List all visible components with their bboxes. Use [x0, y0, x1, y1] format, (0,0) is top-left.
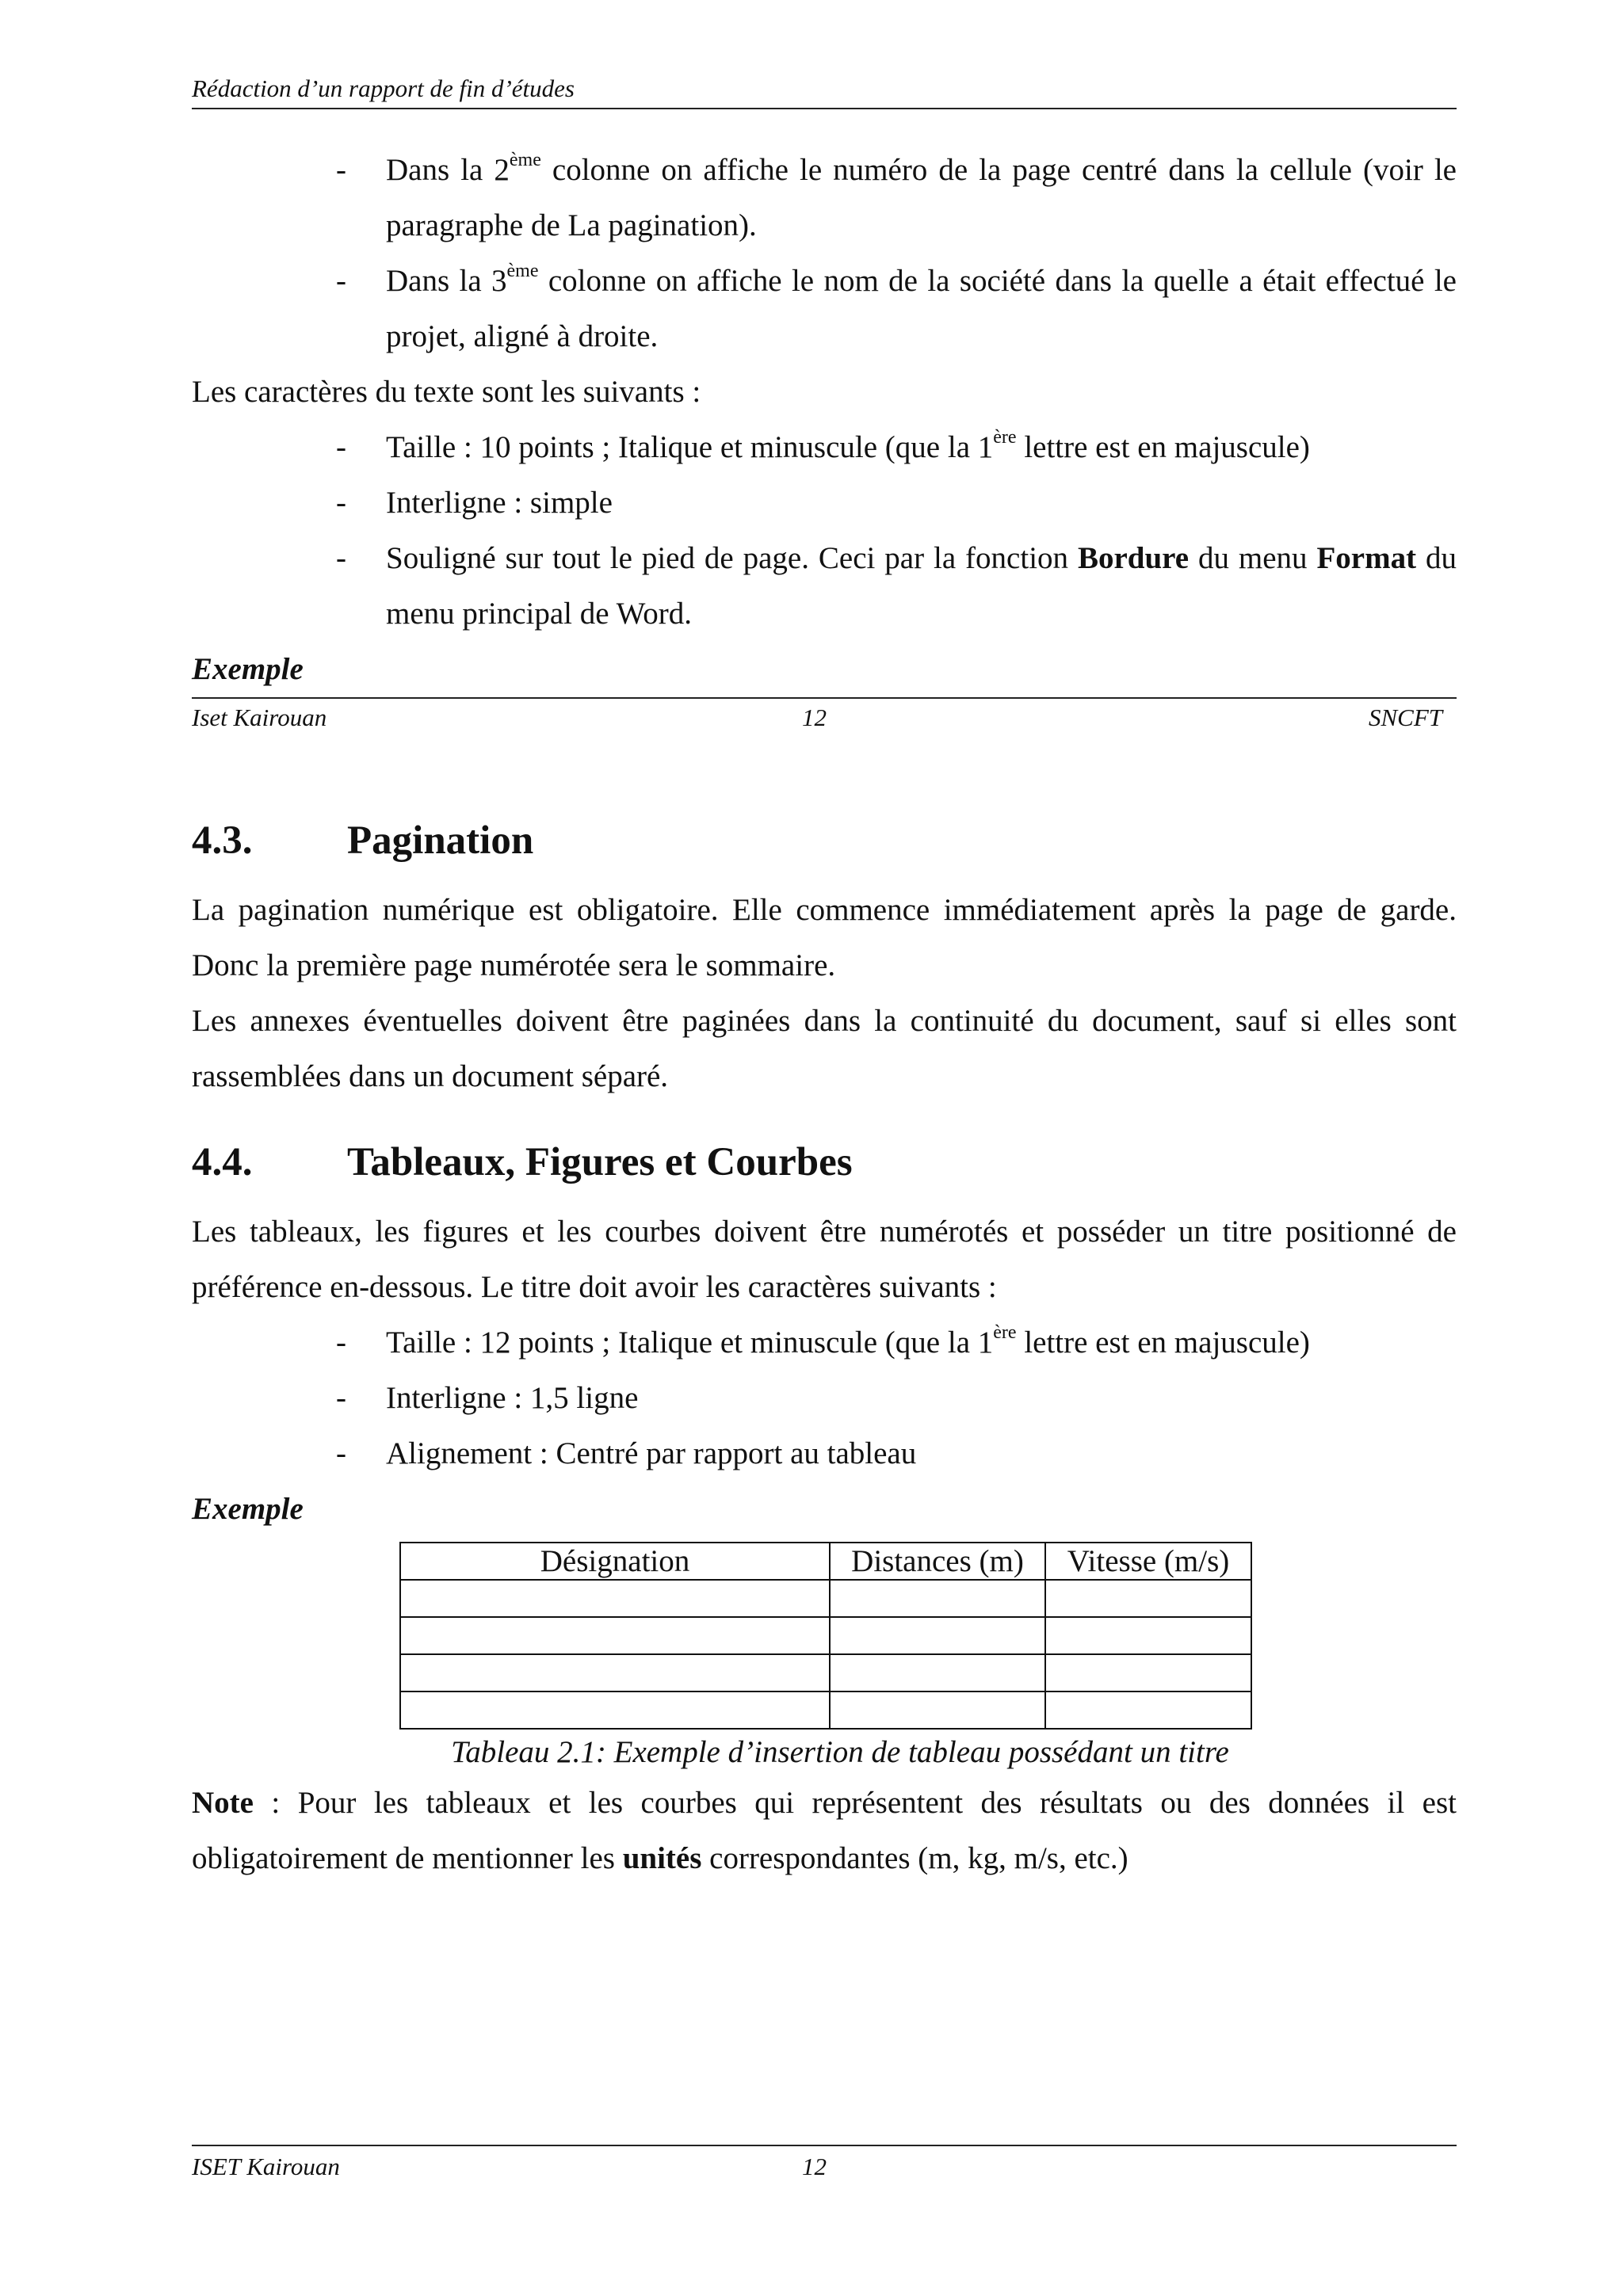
table-caption: Tableau 2.1: Exemple d’insertion de tableau possédant un titre: [451, 1735, 1229, 1769]
bullet-dash: -: [336, 1381, 346, 1415]
section-heading-pagination: 4.3. Pagination: [192, 818, 534, 863]
table-row: [400, 1580, 1251, 1617]
page-header: [192, 73, 1457, 109]
list-item: - Interligne : simple: [192, 475, 1457, 531]
note-paragraph: Note : Pour les tableaux et les courbes qui représentent des résultats ou des données il est obligatoirement de mentionner les unités correspondantes (m, kg, m/s, etc.): [192, 1786, 1457, 1875]
table-cell: [1045, 1580, 1251, 1617]
table-cell: [830, 1580, 1045, 1617]
list-item: - Interligne : 1,5 ligne: [192, 1371, 1457, 1426]
table-header-cell: Distances (m): [830, 1543, 1045, 1580]
paragraph: Les caractères du texte sont les suivants :: [192, 375, 701, 409]
list-item: - Dans la 2ème colonne on affiche le numéro de la page centré dans la cellule (voir le paragraphe de La pagination).: [192, 143, 1457, 254]
example-label: Exemple: [192, 652, 304, 686]
bullet-dash: -: [336, 264, 346, 298]
list-item: - Dans la 3ème colonne on affiche le nom de la société dans la quelle a était effectué le projet, aligné à droite.: [192, 254, 1457, 364]
page-footer: [192, 2145, 1457, 2180]
bullet-dash: -: [336, 430, 346, 464]
paragraph: La pagination numérique est obligatoire. Elle commence immédiatement après la page de garde. Donc la première page numérotée sera le sommaire.: [192, 893, 1457, 982]
table-row: [400, 1617, 1251, 1654]
header-title: Rédaction d’un rapport de fin d’études: [192, 74, 575, 102]
table-header-row: [400, 1543, 1251, 1580]
table-header-cell: Vitesse (m/s): [1045, 1543, 1251, 1580]
list-item: - Taille : 10 points ; Italique et minuscule (que la 1ère lettre est en majuscule): [192, 420, 1457, 475]
table-header-cell: Désignation: [400, 1543, 830, 1580]
example-footer: [192, 697, 1457, 735]
table-cell: [830, 1691, 1045, 1729]
bullet-dash: -: [336, 1436, 346, 1470]
table-cell: [400, 1654, 830, 1691]
list-item: - Alignement : Centré par rapport au tableau: [192, 1426, 1457, 1482]
table-cell: [830, 1617, 1045, 1654]
example-footer-page: 12: [802, 704, 827, 731]
section-heading-tables: 4.4. Tableaux, Figures et Courbes: [192, 1140, 853, 1184]
table-cell: [400, 1617, 830, 1654]
table-cell: [400, 1580, 830, 1617]
bullet-dash: -: [336, 486, 346, 520]
bullet-dash: -: [336, 153, 346, 187]
example-label: Exemple: [192, 1492, 304, 1526]
list-item: - Souligné sur tout le pied de page. Ceci par la fonction Bordure du menu Format du menu principal de Word.: [192, 531, 1457, 642]
table-cell: [1045, 1654, 1251, 1691]
table-cell: [1045, 1691, 1251, 1729]
page-content: [192, 143, 1457, 1886]
example-footer-left: Iset Kairouan: [192, 704, 327, 731]
footer-left: ISET Kairouan: [192, 2153, 340, 2180]
paragraph: Les tableaux, les figures et les courbes doivent être numérotés et posséder un titre positionné de préférence en-dessous. Le titre doit avoir les caractères suivants :: [192, 1215, 1457, 1304]
table-row: [400, 1691, 1251, 1729]
footer-page-number: 12: [802, 2153, 827, 2180]
example-table: [399, 1542, 1252, 1730]
bullet-dash: -: [336, 541, 346, 575]
paragraph: Les annexes éventuelles doivent être paginées dans la continuité du document, sauf si elles sont rassemblées dans un document séparé.: [192, 1004, 1457, 1093]
table-cell: [1045, 1617, 1251, 1654]
list-item: - Taille : 12 points ; Italique et minuscule (que la 1ère lettre est en majuscule): [192, 1315, 1457, 1371]
bullet-dash: -: [336, 1325, 346, 1360]
example-footer-right: SNCFT: [1368, 704, 1442, 731]
table-cell: [830, 1654, 1045, 1691]
note-label: Note: [192, 1786, 254, 1820]
table-cell: [400, 1691, 830, 1729]
table-row: [400, 1654, 1251, 1691]
